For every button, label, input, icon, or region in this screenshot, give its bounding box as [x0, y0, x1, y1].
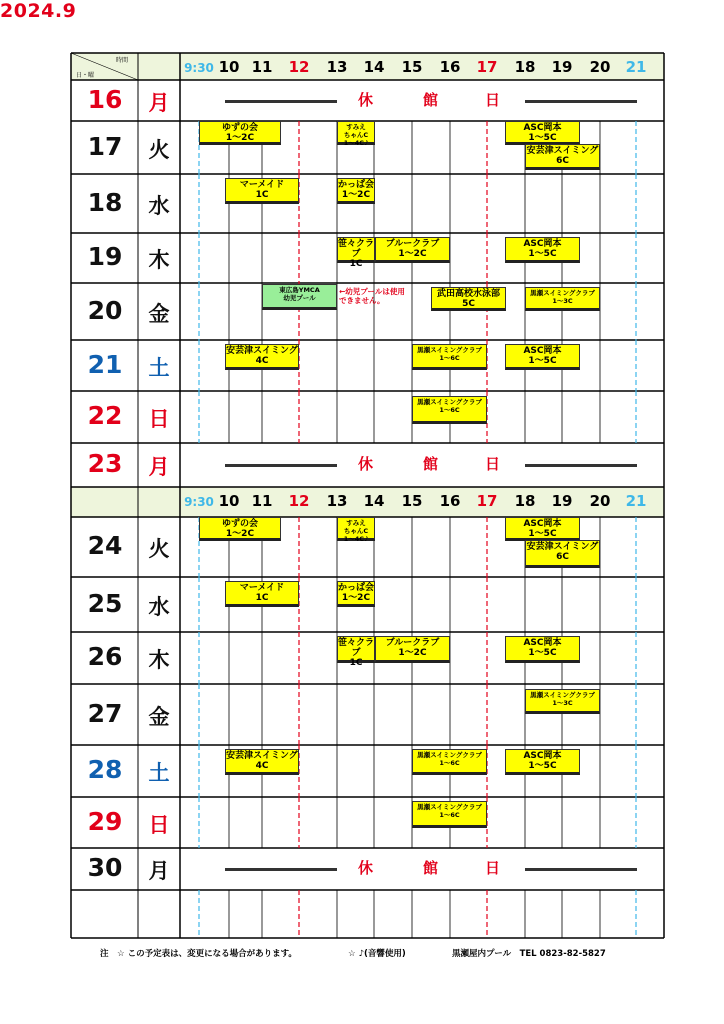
note-text: できません。 — [339, 296, 385, 305]
event-text: 幼児プール — [283, 294, 316, 302]
event-kuro6 — [412, 396, 487, 424]
footer-music-note: ☆ ♪(音響使用) — [348, 949, 406, 959]
event-sumie — [337, 121, 375, 145]
event-text: 笹々クラブ — [338, 638, 375, 658]
hour-label: 12 — [288, 58, 310, 76]
event-text: 安芸津スイミング — [226, 346, 298, 356]
event-kappa — [337, 178, 375, 204]
hour-label: 12 — [288, 492, 310, 510]
hour-label: 16 — [439, 492, 461, 510]
hour-label: 19 — [551, 492, 573, 510]
closed-bar — [225, 464, 337, 467]
event-text: ちゃんC — [343, 527, 369, 535]
event-kappa — [337, 581, 375, 607]
closed-char: 館 — [423, 859, 439, 877]
event-text: 5C — [462, 299, 475, 309]
day-weekday: 月 — [148, 90, 170, 115]
hour-label: 15 — [401, 58, 423, 76]
hour-label: 14 — [363, 492, 385, 510]
day-number: 22 — [87, 401, 123, 430]
hour-label: 18 — [514, 58, 536, 76]
event-text: 1～5C — [528, 356, 557, 366]
day-weekday: 月 — [148, 859, 170, 883]
event-text: すみえ — [346, 123, 366, 131]
day-number: 27 — [87, 698, 123, 728]
event-text: かっぱ会 — [338, 180, 375, 190]
hour-label: 15 — [401, 492, 423, 510]
day-number: 20 — [87, 295, 123, 325]
event-text: 黒瀬スイミングクラブ — [530, 691, 595, 699]
day-number: 16 — [87, 84, 123, 114]
closed-char: 日 — [485, 90, 501, 109]
hour-label: 13 — [326, 492, 348, 510]
event-text: ASC岡本 — [523, 346, 562, 356]
event-text: 1C — [255, 190, 269, 200]
event-asc — [505, 636, 580, 663]
hour-label: 10 — [218, 492, 240, 510]
day-weekday: 月 — [148, 455, 170, 479]
event-text: ASC岡本 — [523, 751, 562, 761]
day-weekday: 土 — [148, 355, 170, 380]
day-weekday: 火 — [148, 137, 170, 162]
event-text: 6C — [556, 552, 569, 562]
event-asc — [505, 344, 580, 370]
event-text: 黒瀬スイミングクラブ — [530, 289, 595, 297]
event-text: 1～2C — [225, 133, 255, 143]
event-asc — [505, 237, 580, 263]
event-text: 1C — [255, 593, 269, 603]
hour-label: 11 — [251, 492, 273, 510]
event-text: 安芸津スイミング — [526, 542, 599, 552]
event-aki6 — [525, 144, 600, 170]
day-weekday: 木 — [148, 248, 170, 272]
event-asc — [505, 121, 580, 145]
event-text: 安芸津スイミング — [526, 146, 599, 156]
event-text: 1～6C — [439, 811, 460, 819]
event-yuzu — [199, 517, 281, 541]
closed-char: 館 — [423, 90, 439, 109]
event-text: 1～3C — [552, 297, 573, 305]
event-aki4 — [225, 344, 299, 370]
hour-label: 10 — [218, 58, 240, 76]
event-asc — [505, 517, 580, 541]
event-kuro6 — [412, 749, 487, 775]
day-number: 30 — [87, 853, 123, 882]
closed-char: 休 — [358, 859, 374, 877]
event-sumie — [337, 517, 375, 541]
event-text: 1～3C — [552, 699, 573, 707]
closed-bar — [225, 868, 337, 871]
event-text: 1～5C — [528, 249, 557, 259]
hour-label: 14 — [363, 58, 385, 76]
hour-label: 21 — [625, 58, 647, 76]
event-text: ASC岡本 — [523, 638, 562, 648]
event-kuro6 — [412, 801, 487, 828]
ymca-note — [339, 287, 405, 305]
event-sasa — [337, 237, 375, 269]
closed-char: 休 — [358, 90, 374, 109]
event-text: 1～5C — [528, 648, 557, 658]
closed-day-banner — [180, 447, 664, 477]
event-text: 東広島YMCA — [279, 286, 320, 294]
year-month-title: 2024.9 — [0, 0, 77, 22]
event-text: 6C — [556, 156, 569, 166]
event-mermaid — [225, 581, 299, 607]
closed-char: 館 — [423, 455, 439, 473]
day-weekday: 金 — [148, 704, 170, 729]
event-text: 黒瀬スイミングクラブ — [417, 751, 482, 759]
day-weekday: 木 — [148, 648, 170, 672]
header-time-label: 時間 — [116, 57, 129, 64]
hour-label: 17 — [476, 492, 498, 510]
event-text: 1C — [349, 658, 363, 668]
day-number: 25 — [87, 588, 123, 618]
closed-char: 日 — [485, 859, 501, 877]
event-text: ASC岡本 — [523, 123, 562, 133]
event-text: 1～5C — [528, 761, 557, 771]
hour-label: 21 — [625, 492, 647, 510]
day-weekday: 金 — [148, 301, 170, 326]
event-kuro3 — [525, 287, 600, 311]
hour-label: 18 — [514, 492, 536, 510]
closed-bar — [525, 464, 637, 467]
event-text: 1～5C — [528, 133, 557, 143]
note-text: ←幼児プールは使用 — [339, 287, 405, 296]
event-sasa — [337, 636, 375, 668]
closed-bar — [525, 868, 637, 871]
event-text: すみえ — [346, 519, 366, 527]
event-text: かっぱ会 — [338, 583, 375, 593]
event-text: 1～2C — [225, 529, 255, 539]
hour-label: 9:30 — [184, 61, 214, 75]
event-text: 1～2C — [398, 249, 427, 259]
day-number: 21 — [87, 349, 123, 379]
day-weekday: 火 — [148, 537, 170, 561]
hour-label: 20 — [589, 492, 611, 510]
closed-bar — [225, 100, 337, 103]
event-text: 1～4C♪ — [343, 139, 369, 147]
event-text: 1～6C — [439, 406, 460, 414]
event-blue — [375, 636, 450, 663]
event-text: 4C — [255, 761, 269, 771]
event-takeda — [431, 287, 506, 311]
event-text: ブルークラブ — [385, 239, 440, 249]
event-text: ちゃんC — [343, 131, 369, 139]
closed-char: 日 — [485, 455, 501, 473]
event-text: 安芸津スイミング — [226, 751, 298, 761]
day-weekday: 日 — [148, 407, 170, 431]
event-asc — [505, 749, 580, 775]
footer-facility: 黒瀬屋内プール TEL 0823-82-5827 — [452, 949, 606, 959]
event-text: 1～2C — [341, 593, 371, 603]
day-number: 26 — [87, 642, 123, 671]
day-number: 28 — [87, 755, 123, 784]
closed-char: 休 — [358, 455, 374, 473]
day-number: 17 — [87, 131, 123, 161]
event-kuro3 — [525, 689, 600, 714]
hour-label: 19 — [551, 58, 573, 76]
day-weekday: 水 — [148, 193, 170, 218]
event-text: ゆずの会 — [221, 123, 258, 133]
event-ymca — [262, 284, 337, 310]
footer-note: 注 ☆ この予定表は、変更になる場合があります。 — [100, 949, 297, 959]
event-text: 黒瀬スイミングクラブ — [417, 398, 482, 406]
event-kuro6 — [412, 344, 487, 370]
event-text: 武田高校水泳部 — [436, 289, 500, 299]
event-yuzu — [199, 121, 281, 145]
event-text: 1～2C — [341, 190, 371, 200]
closed-day-banner — [180, 83, 664, 113]
header-date-label: 日・曜 — [76, 72, 95, 79]
event-text: マーメイド — [239, 180, 285, 190]
hour-label: 13 — [326, 58, 348, 76]
day-weekday: 土 — [148, 761, 170, 785]
event-text: ASC岡本 — [523, 239, 562, 249]
day-weekday: 日 — [148, 812, 170, 837]
day-number: 24 — [87, 531, 123, 560]
event-text: 1～6C — [439, 759, 460, 767]
event-text: 1～5C — [528, 529, 557, 539]
event-text: 4C — [255, 356, 269, 366]
event-text: 1C — [349, 259, 363, 269]
event-blue — [375, 237, 450, 263]
event-text: 黒瀬スイミングクラブ — [417, 346, 482, 354]
hour-label: 16 — [439, 58, 461, 76]
hour-label: 20 — [589, 58, 611, 76]
event-aki6 — [525, 540, 600, 568]
closed-day-banner — [180, 851, 664, 881]
day-number: 23 — [87, 449, 123, 478]
hour-label: 17 — [476, 58, 498, 76]
event-text: 笹々クラブ — [338, 239, 375, 259]
event-text: ゆずの会 — [221, 519, 258, 529]
event-text: ブルークラブ — [385, 638, 440, 648]
event-text: 1～6C — [439, 354, 460, 362]
event-text: ASC岡本 — [523, 519, 562, 529]
event-mermaid — [225, 178, 299, 204]
hour-label: 9:30 — [184, 495, 214, 509]
day-number: 29 — [87, 806, 123, 836]
event-text: マーメイド — [239, 583, 285, 593]
event-text: 1～4C♪ — [343, 535, 369, 543]
hour-label: 11 — [251, 58, 273, 76]
closed-bar — [525, 100, 637, 103]
event-text: 1～2C — [398, 648, 427, 658]
event-aki4 — [225, 749, 299, 775]
event-text: 黒瀬スイミングクラブ — [417, 803, 482, 811]
day-number: 19 — [87, 242, 123, 271]
day-number: 18 — [87, 187, 123, 217]
day-weekday: 水 — [148, 594, 170, 619]
